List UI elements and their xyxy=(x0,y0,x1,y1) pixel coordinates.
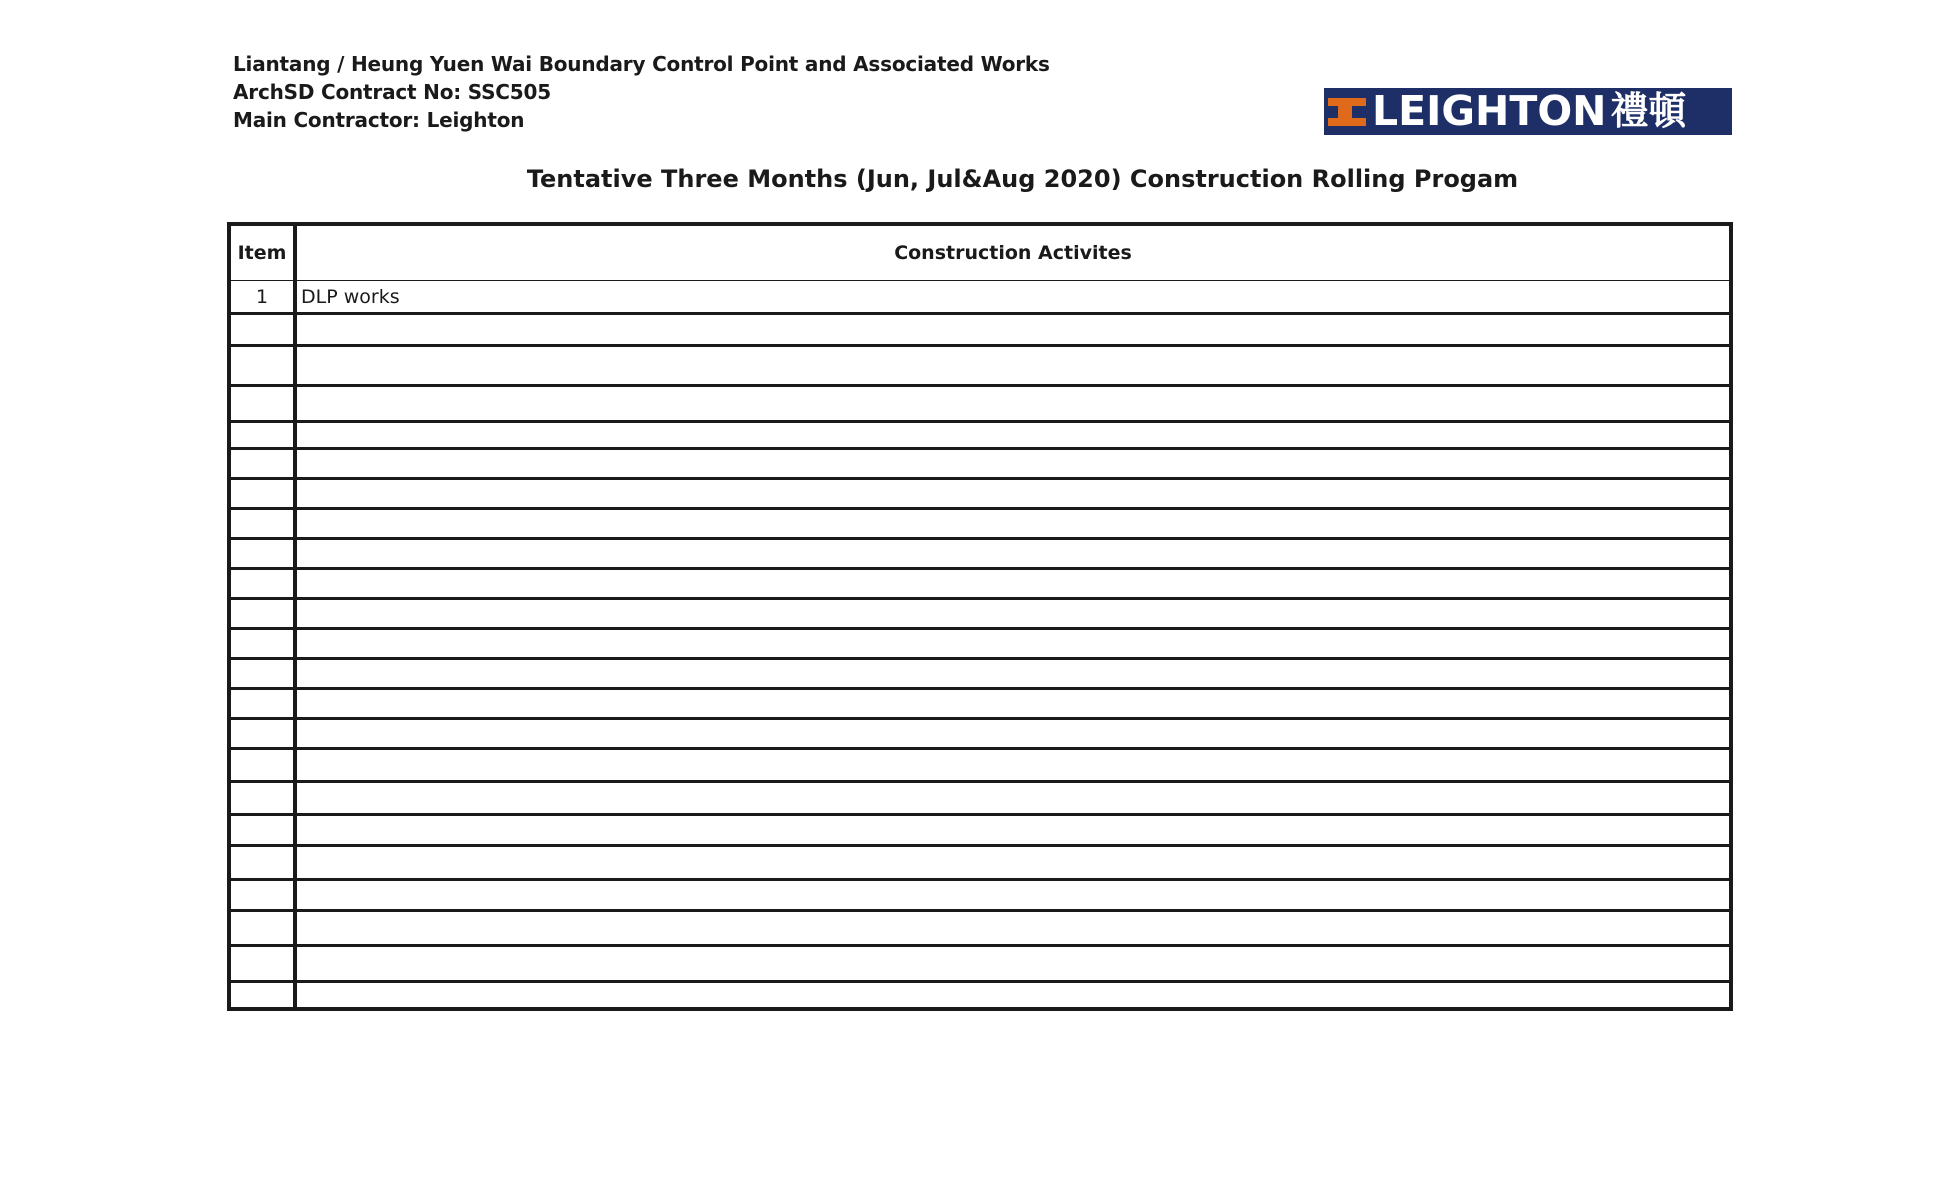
activity-cell xyxy=(297,540,1729,567)
activity-cell xyxy=(297,570,1729,597)
item-cell xyxy=(231,660,297,687)
table-row xyxy=(231,537,1729,567)
project-name: Liantang / Heung Yuen Wai Boundary Control Point and Associated Works xyxy=(233,52,1050,76)
table-row xyxy=(231,420,1729,447)
logo-wordmark: LEIGHTON xyxy=(1372,87,1607,135)
table-row xyxy=(231,687,1729,717)
activity-cell xyxy=(297,423,1729,447)
item-cell xyxy=(231,881,297,909)
activity-cell xyxy=(297,347,1729,384)
table-row xyxy=(231,447,1729,477)
table-row xyxy=(231,384,1729,420)
item-cell xyxy=(231,947,297,980)
table-header-row xyxy=(231,226,1729,281)
column-header-activities: Construction Activites xyxy=(894,242,1132,264)
contract-number: ArchSD Contract No: SSC505 xyxy=(233,80,551,104)
activity-cell xyxy=(297,720,1729,747)
table-row xyxy=(231,507,1729,537)
activity-cell xyxy=(297,450,1729,477)
item-cell xyxy=(231,600,297,627)
activity-cell: DLP works xyxy=(301,285,400,308)
document-title: Tentative Three Months (Jun, Jul&Aug 2020) Construction Rolling Progam xyxy=(526,165,1519,193)
table-row xyxy=(231,627,1729,657)
table-row xyxy=(231,980,1729,1007)
item-cell xyxy=(231,783,297,813)
activity-cell xyxy=(297,630,1729,657)
activity-cell xyxy=(297,660,1729,687)
table-row xyxy=(231,344,1729,384)
item-cell xyxy=(231,816,297,844)
item-cell xyxy=(231,847,297,878)
item-cell: 1 xyxy=(231,281,297,312)
activity-cell xyxy=(297,947,1729,980)
column-header-item: Item xyxy=(231,226,297,280)
activity-cell xyxy=(297,912,1729,944)
table-row xyxy=(231,567,1729,597)
item-cell xyxy=(231,423,297,447)
activity-cell xyxy=(297,387,1729,420)
table-row xyxy=(231,281,1729,312)
activities-table xyxy=(227,222,1733,1011)
activity-cell xyxy=(297,750,1729,780)
activity-cell xyxy=(297,480,1729,507)
table-row xyxy=(231,909,1729,944)
item-cell xyxy=(231,983,297,1007)
item-cell xyxy=(231,387,297,420)
table-body xyxy=(231,281,1729,1007)
table-row xyxy=(231,597,1729,627)
item-cell xyxy=(231,315,297,344)
table-row xyxy=(231,813,1729,844)
table-row xyxy=(231,312,1729,344)
table-row xyxy=(231,747,1729,780)
activity-cell xyxy=(297,881,1729,909)
table-row xyxy=(231,657,1729,687)
main-contractor: Main Contractor: Leighton xyxy=(233,108,525,132)
logo-chinese-wordmark: 禮頓 xyxy=(1610,89,1687,133)
item-cell xyxy=(231,630,297,657)
item-cell xyxy=(231,570,297,597)
item-cell xyxy=(231,690,297,717)
item-cell xyxy=(231,750,297,780)
activity-cell xyxy=(297,600,1729,627)
item-cell xyxy=(231,450,297,477)
table-row xyxy=(231,477,1729,507)
activity-cell xyxy=(297,783,1729,813)
table-row xyxy=(231,878,1729,909)
leighton-logo-icon xyxy=(1324,88,1370,135)
activity-cell xyxy=(297,847,1729,878)
item-cell xyxy=(231,912,297,944)
item-cell xyxy=(231,347,297,384)
activity-cell xyxy=(297,690,1729,717)
item-cell xyxy=(231,720,297,747)
activity-cell xyxy=(297,816,1729,844)
table-row xyxy=(231,944,1729,980)
item-cell xyxy=(231,480,297,507)
document-header xyxy=(233,50,1050,134)
activity-cell xyxy=(297,510,1729,537)
leighton-logo xyxy=(1324,88,1732,135)
item-cell xyxy=(231,510,297,537)
table-row xyxy=(231,717,1729,747)
table-row xyxy=(231,844,1729,878)
item-cell xyxy=(231,540,297,567)
activity-cell xyxy=(297,315,1729,344)
activity-cell xyxy=(297,983,1729,1007)
table-row xyxy=(231,780,1729,813)
